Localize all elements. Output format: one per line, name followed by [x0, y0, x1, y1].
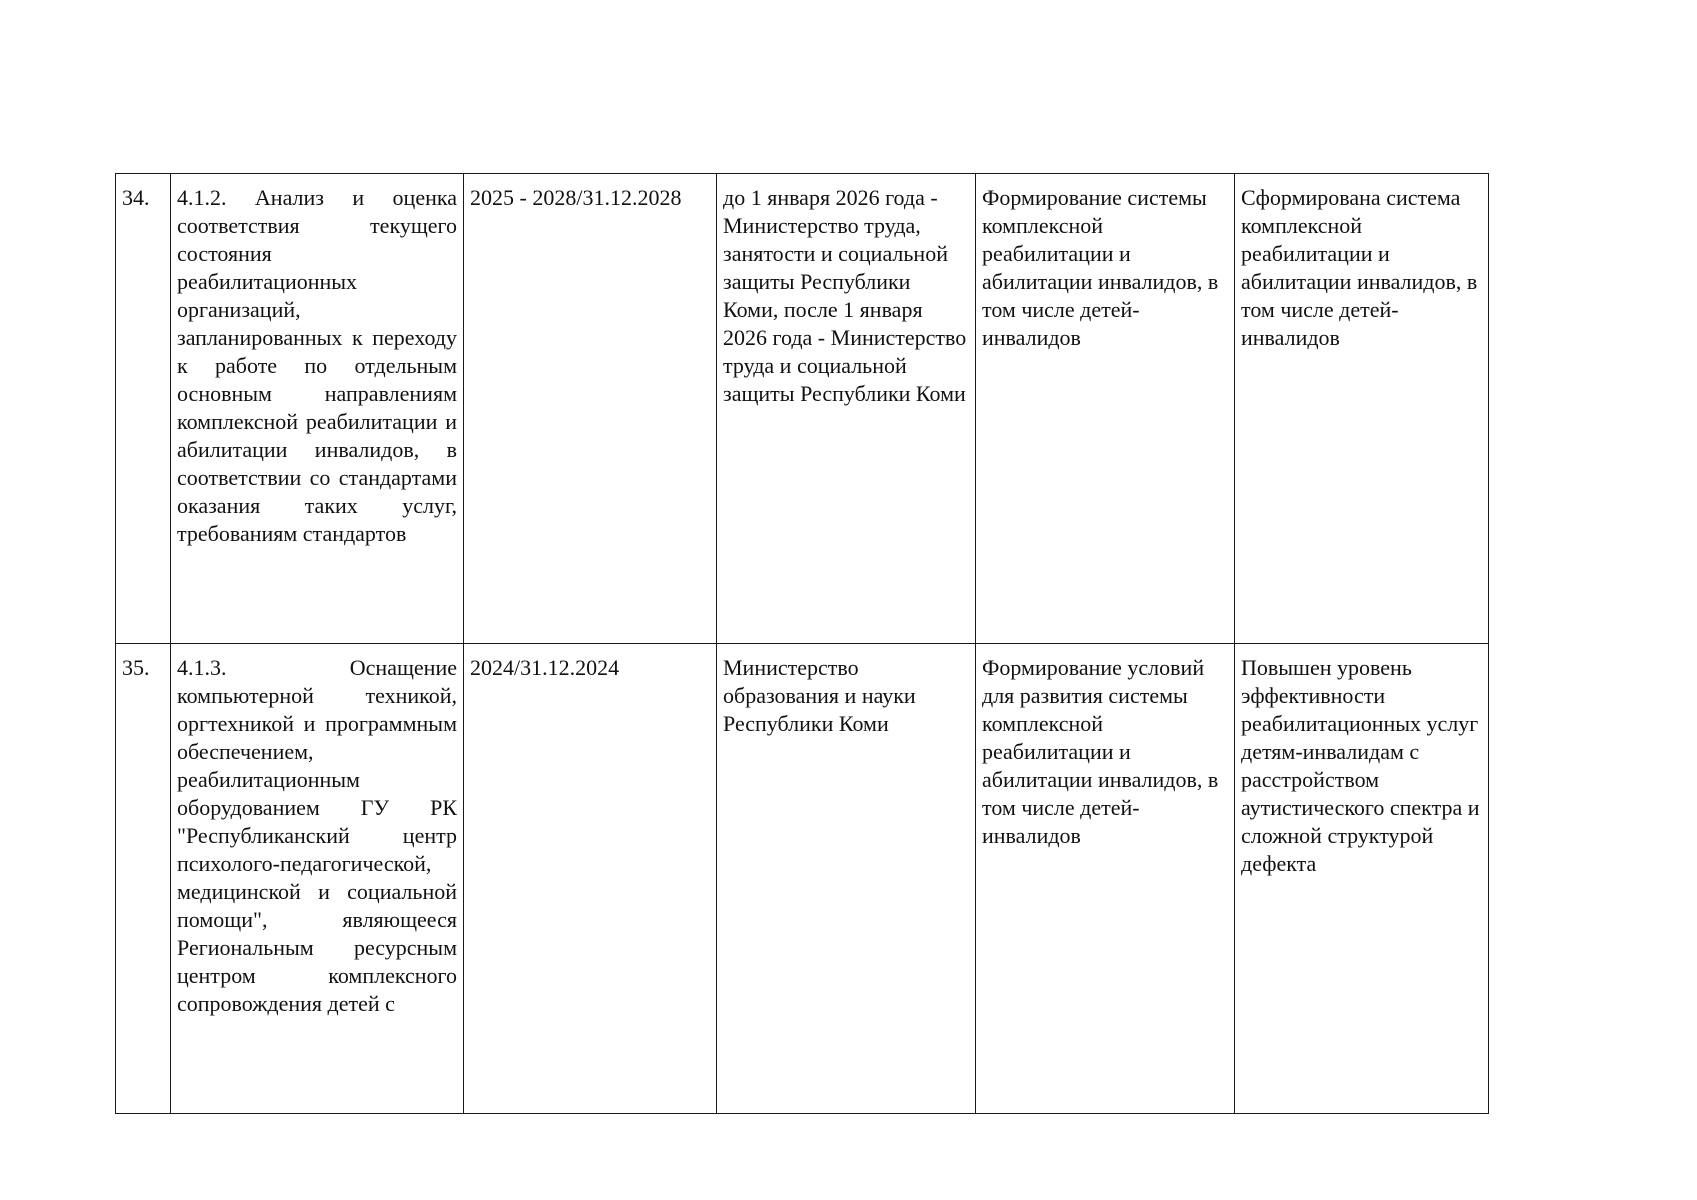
table-row: [116, 644, 1489, 1114]
expected-result: Повышен уровень эффективности реабилитационных услуг детям-инвалидам с расстройством аутистического спектра и сложной структурой дефекта: [1235, 644, 1489, 1114]
measures-table: [115, 173, 1489, 1114]
row-number: 35.: [116, 644, 171, 1114]
responsible-executor: до 1 января 2026 года - Министерство труда, занятости и социальной защиты Республики Коми, после 1 января 2026 года - Министерство труда и социальной защиты Республики Коми: [717, 174, 976, 644]
expected-result: Сформирована система комплексной реабилитации и абилитации инвалидов, в том числе детей-инвалидов: [1235, 174, 1489, 644]
measure-goal: Формирование условий для развития системы комплексной реабилитации и абилитации инвалидов, в том числе детей-инвалидов: [976, 644, 1235, 1114]
measure-description: 4.1.2. Анализ и оценка соответствия текущего состояния реабилитационных организаций, запланированных к переходу к работе по отдельным основным направлениям комплексной реабилитации и абилитации инвалидов, в соответствии со стандартами оказания таких услуг, требованиям стандартов: [171, 174, 464, 644]
implementation-period: 2024/31.12.2024: [464, 644, 717, 1114]
measure-goal: Формирование системы комплексной реабилитации и абилитации инвалидов, в том числе детей-инвалидов: [976, 174, 1235, 644]
measure-description: 4.1.3. Оснащение компьютерной техникой, оргтехникой и программным обеспечением, реабилитационным оборудованием ГУ РК "Республиканский центр психолого-педагогической, медицинской и социальной помощи", являющееся Региональным ресурсным центром комплексного сопровождения детей с: [171, 644, 464, 1114]
implementation-period: 2025 - 2028/31.12.2028: [464, 174, 717, 644]
row-number: 34.: [116, 174, 171, 644]
responsible-executor: Министерство образования и науки Республики Коми: [717, 644, 976, 1114]
table-row: [116, 174, 1489, 644]
